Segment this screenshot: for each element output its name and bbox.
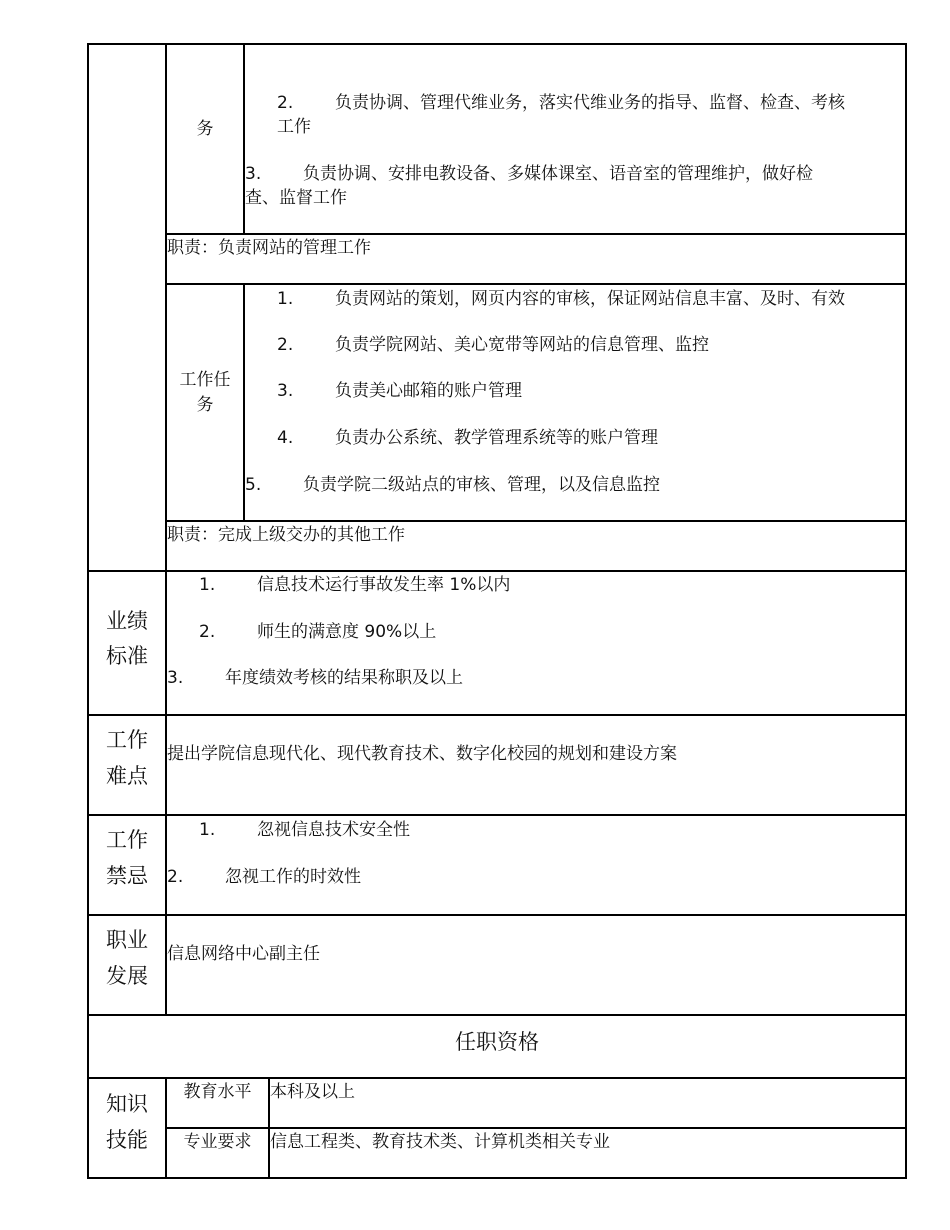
website-task-2: [277, 333, 709, 357]
table-top-border: [87, 43, 907, 45]
performance-item-3-number: 3.: [167, 668, 184, 688]
rule-difficulty: [87, 714, 907, 716]
table-bottom-border: [87, 1177, 907, 1179]
website-task-2-text: 负责学院网站、美心宽带等网站的信息管理、监控: [335, 335, 709, 355]
task-item-3-line1: 负责协调、安排电教设备、多媒体课室、语音室的管理维护，做好检: [303, 164, 813, 184]
rule-1: [165, 233, 907, 235]
taboo-item-1: [199, 818, 410, 842]
website-task-4-text: 负责办公系统、教学管理系统等的账户管理: [335, 428, 658, 448]
task-item-3-line2: 查、监督工作: [245, 188, 347, 208]
website-task-1: [277, 287, 845, 311]
website-task-1-text: 负责网站的策划，网页内容的审核，保证网站信息丰富、及时、有效: [335, 289, 845, 309]
task-item-2-line1: 负责协调、管理代维业务，落实代维业务的指导、监督、检查、考核: [335, 93, 845, 113]
difficulty-label-line2: 难点: [106, 764, 148, 788]
performance-item-3-text: 年度绩效考核的结果称职及以上: [225, 668, 463, 688]
performance-item-3: [167, 666, 463, 690]
rule-career: [87, 914, 907, 916]
task-item-3: [245, 162, 813, 186]
rule-performance: [87, 570, 907, 572]
task-item-3-number: 3.: [245, 164, 262, 184]
website-task-5-number: 5.: [245, 475, 262, 495]
website-task-4: [277, 426, 658, 450]
performance-item-1-number: 1.: [199, 575, 216, 595]
rule-3: [165, 520, 907, 522]
website-task-3-number: 3.: [277, 381, 294, 401]
taboo-item-2-number: 2.: [167, 867, 184, 887]
website-task-1-number: 1.: [277, 289, 294, 309]
performance-label-line1: 业绩: [106, 609, 148, 633]
performance-item-1-text: 信息技术运行事故发生率 1%以内: [257, 575, 511, 595]
rule-2: [165, 283, 907, 285]
taboo-item-2: [167, 865, 361, 889]
task-label-line1: 工作任: [179, 370, 231, 390]
qualifications-label-line1: 知识: [106, 1092, 148, 1116]
taboo-item-2-text: 忽视工作的时效性: [225, 867, 361, 887]
difficulty-text: 提出学院信息现代化、现代教育技术、数字化校园的规划和建设方案: [167, 744, 677, 764]
task-item-2: [277, 91, 845, 115]
qualifications-title: 任职资格: [455, 1030, 539, 1054]
duty-other: 职责：完成上级交办的其他工作: [167, 525, 405, 545]
qualifications-label-line2: 技能: [106, 1128, 148, 1152]
career-text: 信息网络中心副主任: [167, 944, 320, 964]
performance-label-line2: 标准: [106, 644, 148, 668]
rule-taboo: [87, 814, 907, 816]
rule-qualification-title: [87, 1014, 907, 1016]
taboo-label-line2: 禁忌: [106, 864, 148, 888]
taboo-item-1-text: 忽视信息技术安全性: [257, 820, 410, 840]
taboo-label-line1: 工作: [106, 828, 148, 852]
difficulty-label-line1: 工作: [106, 728, 148, 752]
website-task-5-text: 负责学院二级站点的审核、管理，以及信息监控: [303, 475, 660, 495]
website-task-3: [277, 379, 522, 403]
career-label-line1: 职业: [106, 928, 148, 952]
major-value: 信息工程类、教育技术类、计算机类相关专业: [270, 1132, 610, 1152]
performance-item-2: [199, 620, 436, 644]
performance-item-2-number: 2.: [199, 622, 216, 642]
task-item-2-number: 2.: [277, 93, 294, 113]
website-task-4-number: 4.: [277, 428, 294, 448]
duty-website: 职责：负责网站的管理工作: [167, 238, 371, 258]
rule-qualification-body: [87, 1077, 907, 1079]
task-label-line2: 务: [196, 395, 214, 415]
task-item-2-line2: 工作: [277, 117, 311, 137]
table-right-border: [905, 43, 907, 1179]
performance-item-1: [199, 573, 510, 597]
rule-qualification-row: [165, 1127, 907, 1129]
career-label-line2: 发展: [106, 964, 148, 988]
education-label: 教育水平: [183, 1082, 252, 1102]
website-task-2-number: 2.: [277, 335, 294, 355]
performance-item-2-text: 师生的满意度 90%以上: [257, 622, 437, 642]
major-label: 专业要求: [183, 1132, 252, 1152]
website-task-3-text: 负责美心邮箱的账户管理: [335, 381, 522, 401]
website-task-5: [245, 473, 660, 497]
education-value: 本科及以上: [270, 1082, 355, 1102]
taboo-item-1-number: 1.: [199, 820, 216, 840]
task-label-cont: 务: [196, 119, 214, 139]
